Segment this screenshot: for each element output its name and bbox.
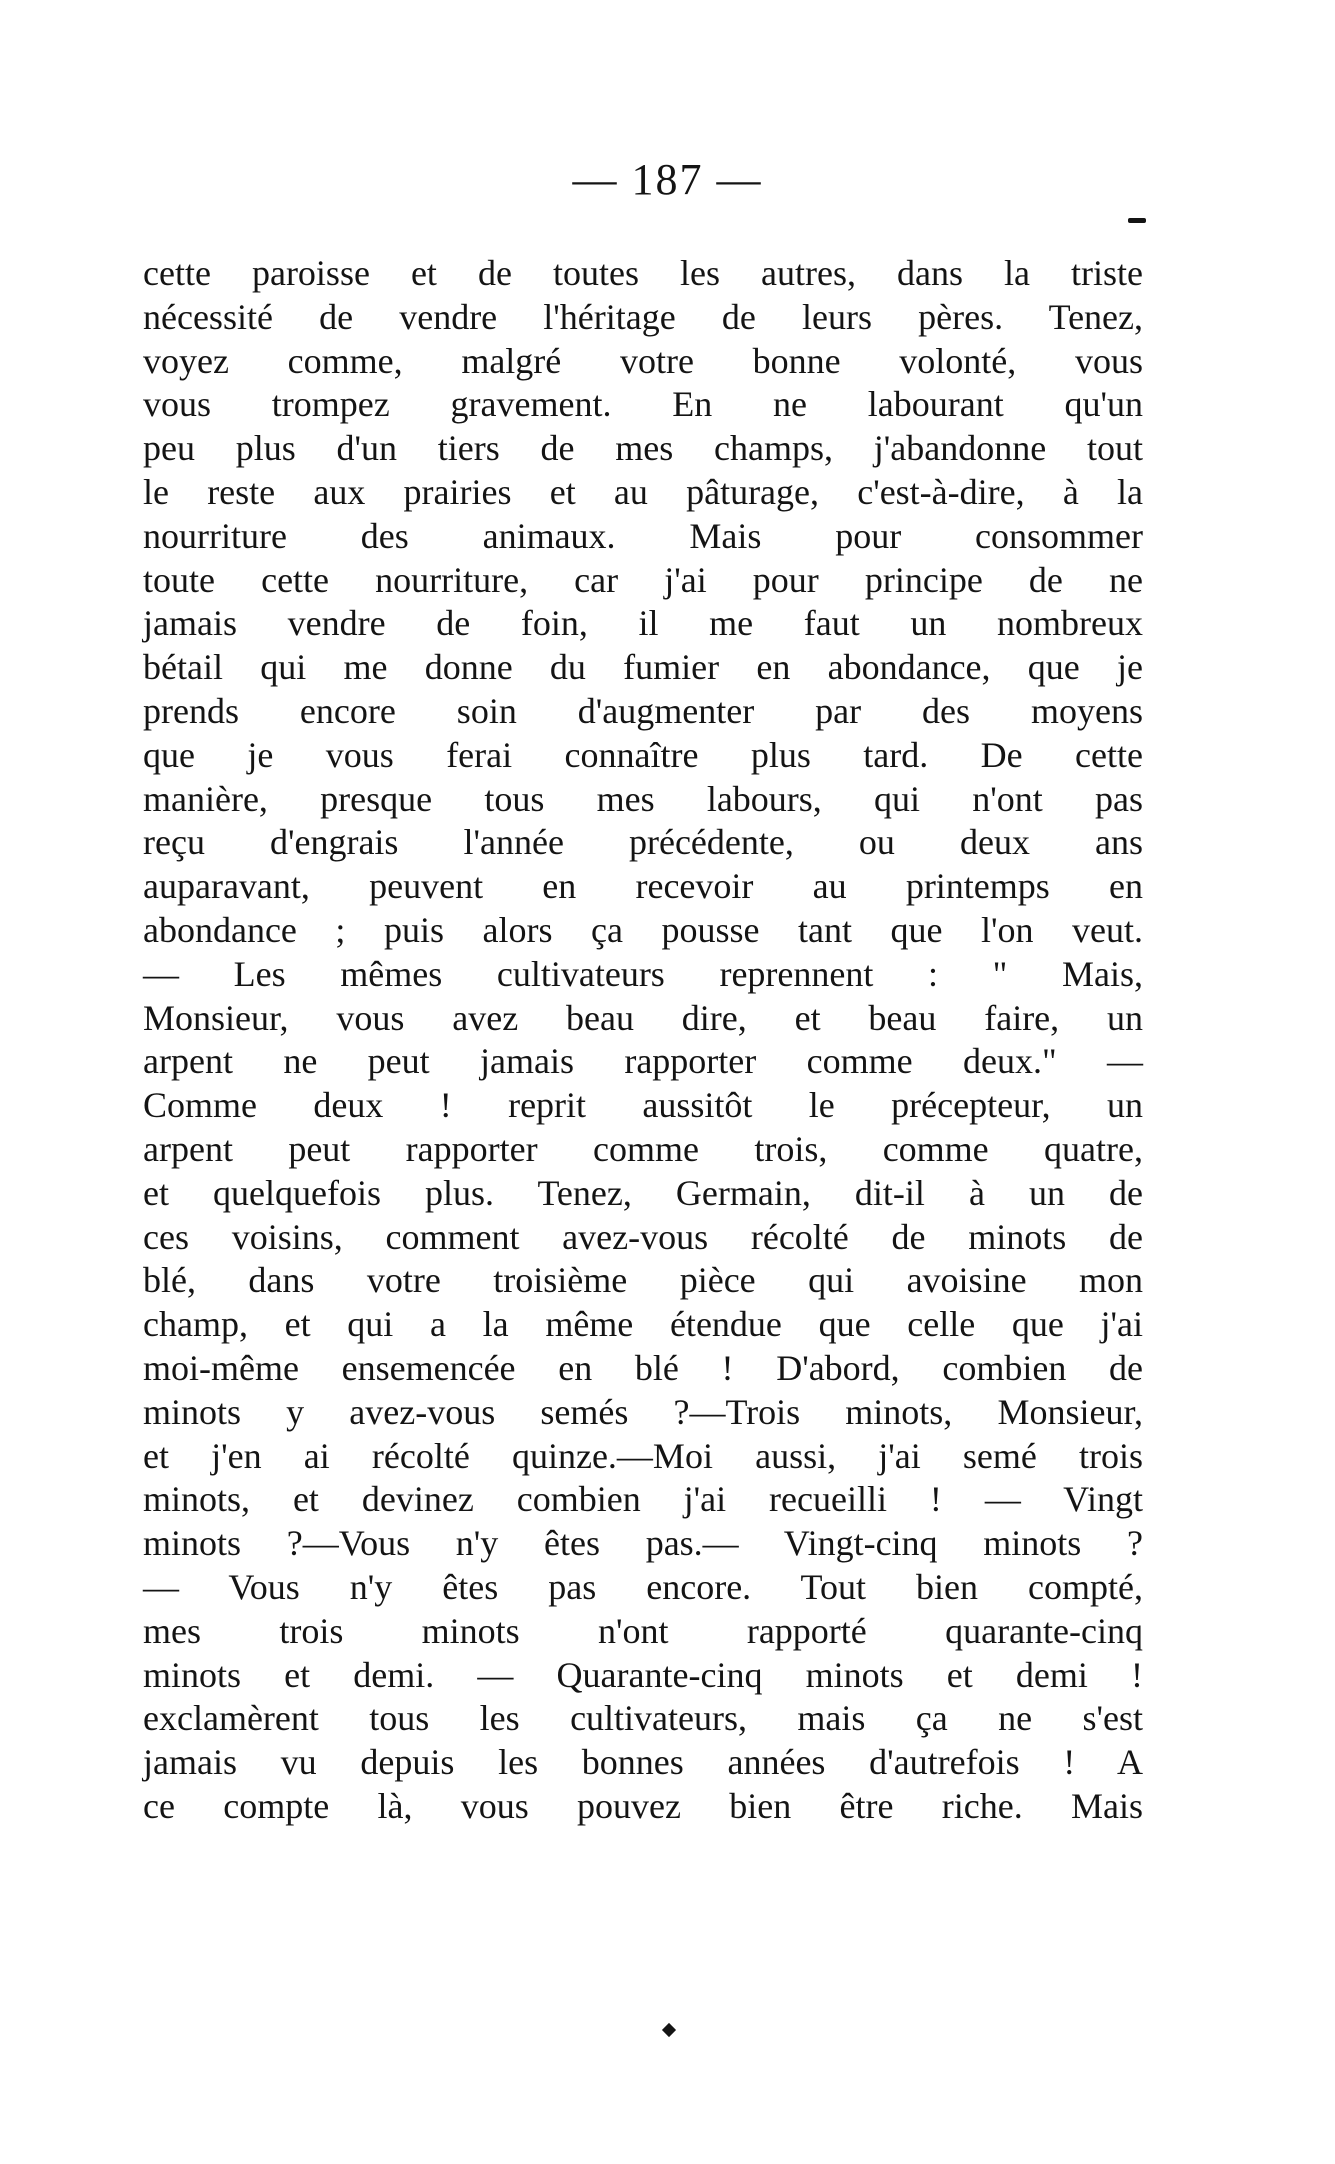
text-line: minots ?—Vous n'y êtes pas.— Vingt-cinq minots ? bbox=[143, 1523, 1143, 1564]
body-text bbox=[143, 252, 1143, 1829]
text-line: peu plus d'un tiers de mes champs, j'abandonne tout bbox=[143, 428, 1143, 469]
text-line: toute cette nourriture, car j'ai pour principe de ne bbox=[143, 559, 1143, 600]
page-number: — 187 — bbox=[572, 155, 763, 204]
text-line: cette paroisse et de toutes les autres, dans la triste bbox=[143, 253, 1143, 293]
text-line: abondance ; puis alors ça pousse tant que l'on veut. bbox=[143, 909, 1143, 950]
text-line: et j'en ai récolté quinze.—Moi aussi, j'ai semé trois bbox=[143, 1435, 1143, 1476]
text-line: — Les mêmes cultivateurs reprennent : " Mais, bbox=[143, 953, 1143, 994]
text-line: nécessité de vendre l'héritage de leurs pères. Tenez, bbox=[143, 296, 1143, 337]
text-line: reçu d'engrais l'année précédente, ou deux ans bbox=[143, 822, 1143, 863]
text-line: minots, et devinez combien j'ai recueilli ! — Vingt bbox=[143, 1479, 1143, 1520]
text-line: voyez comme, malgré votre bonne volonté, vous bbox=[143, 340, 1143, 381]
text-line: que je vous ferai connaître plus tard. De cette bbox=[143, 734, 1143, 775]
text-line: Comme deux ! reprit aussitôt le précepteur, un bbox=[143, 1085, 1143, 1126]
text-line: mes trois minots n'ont rapporté quarante-cinq bbox=[143, 1610, 1143, 1651]
text-line: arpent ne peut jamais rapporter comme deux." — bbox=[143, 1041, 1143, 1082]
text-line: minots y avez-vous semés ?—Trois minots, Monsieur, bbox=[143, 1391, 1143, 1432]
text-line: blé, dans votre troisième pièce qui avoisine mon bbox=[143, 1260, 1143, 1301]
text-line: ces voisins, comment avez-vous récolté de minots de bbox=[143, 1216, 1143, 1257]
text-line: moi-même ensemencée en blé ! D'abord, combien de bbox=[143, 1347, 1143, 1388]
text-line: — Vous n'y êtes pas encore. Tout bien compté, bbox=[143, 1566, 1143, 1607]
ink-mark bbox=[1128, 218, 1146, 223]
text-line: Monsieur, vous avez beau dire, et beau faire, un bbox=[143, 997, 1143, 1038]
text-line: bétail qui me donne du fumier en abondance, que je bbox=[143, 647, 1143, 688]
text-line: prends encore soin d'augmenter par des moyens bbox=[143, 690, 1143, 731]
text-line: manière, presque tous mes labours, qui n'ont pas bbox=[143, 778, 1143, 819]
ink-mark bbox=[662, 2023, 676, 2037]
text-line: arpent peut rapporter comme trois, comme quatre, bbox=[143, 1128, 1143, 1169]
text-line: champ, et qui a la même étendue que celle que j'ai bbox=[143, 1304, 1143, 1345]
text-line: exclamèrent tous les cultivateurs, mais ça ne s'est bbox=[143, 1698, 1143, 1739]
text-line: nourriture des animaux. Mais pour consommer bbox=[143, 515, 1143, 556]
text-line: le reste aux prairies et au pâturage, c'est-à-dire, à la bbox=[143, 471, 1143, 512]
text-line: jamais vu depuis les bonnes années d'autrefois ! A bbox=[143, 1742, 1143, 1783]
text-line: jamais vendre de foin, il me faut un nombreux bbox=[143, 603, 1143, 644]
text-line: et quelquefois plus. Tenez, Germain, dit-il à un de bbox=[143, 1172, 1143, 1213]
text-line: ce compte là, vous pouvez bien être riche. Mais bbox=[143, 1785, 1143, 1826]
text-line: auparavant, peuvent en recevoir au printemps en bbox=[143, 866, 1143, 907]
text-line: minots et demi. — Quarante-cinq minots et demi ! bbox=[143, 1654, 1143, 1695]
text-line: vous trompez gravement. En ne labourant qu'un bbox=[143, 384, 1143, 425]
